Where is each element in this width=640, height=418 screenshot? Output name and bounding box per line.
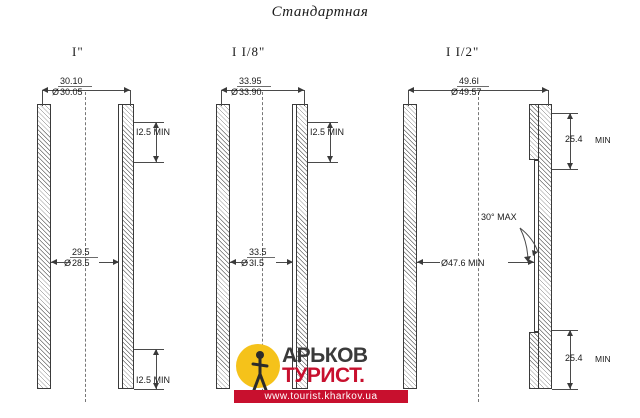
dim-arrow-mid-left-col1: [51, 259, 57, 265]
dim-bore-col3: Ø47.6 MIN: [441, 258, 485, 268]
dim-mid-upper-col2: 33.5: [249, 247, 267, 257]
dim-lower-len-col3: 25.4: [565, 353, 583, 363]
dim-arrow-top-left-col2: [221, 87, 227, 93]
dim-arrow-top-right-col3: [542, 87, 548, 93]
dim-mid-upper-col1: 29.5: [72, 247, 90, 257]
tube-wall-right-lower-flare-col3: [529, 332, 539, 389]
dim-lower-min-col1: I2.5 MIN: [136, 375, 171, 385]
dim-upper-len-note-col3: MIN: [595, 135, 611, 145]
dim-arrow-upper-len-top-col3: [567, 113, 573, 119]
dim-upper-min-col2: I2.5 MIN: [310, 127, 345, 137]
logo-line1: АРЬКОВ: [282, 344, 368, 367]
ext-line-upper-min-top-col2: [308, 122, 338, 123]
dim-lower-len-note-col3: MIN: [595, 354, 611, 364]
dim-arrow-top-left-col3: [408, 87, 414, 93]
ext-line-top-right-col3: [548, 90, 549, 106]
page-title: Стандартная: [271, 4, 369, 20]
dim-top-underline-col2: [237, 86, 271, 87]
ext-line-top-right-col1: [130, 90, 131, 106]
watermark-logo: [232, 342, 408, 410]
column-heading-1: I": [72, 44, 84, 59]
dim-top-underline-col3: [457, 86, 489, 87]
column-heading-2: I I/8": [232, 44, 266, 59]
dim-arrow-bore-left-col3: [417, 259, 423, 265]
ext-line-upper-len-bot-col3: [552, 169, 578, 170]
dim-arrow-top-right-col1: [124, 87, 130, 93]
dim-mid-lower-col2: 3I.5: [249, 258, 265, 268]
logo-url: www.tourist.kharkov.ua: [234, 390, 408, 403]
ext-line-lower-len-top-col3: [552, 330, 578, 331]
tube-wall-right-inner-col1: [118, 104, 123, 389]
ext-line-lower-min-bot-col1: [134, 389, 164, 390]
dim-arrow-upper-min-bot-col1: [153, 156, 159, 162]
column-heading-3: I I/2": [446, 44, 480, 59]
ext-line-top-right-col2: [304, 90, 305, 106]
ext-line-lower-len-bot-col3: [552, 389, 578, 390]
dim-top-lower-col2: 33.90: [239, 87, 262, 97]
dim-top-symbol-col3: Ø: [451, 87, 459, 97]
dim-arrow-bore-right-col3: [528, 259, 534, 265]
dim-top-symbol-col2: Ø: [231, 87, 239, 97]
ext-line-upper-min-top-col1: [134, 122, 164, 123]
tube-wall-right-col1: [122, 104, 134, 389]
ext-line-upper-len-top-col3: [552, 113, 578, 114]
dim-arrow-top-left-col1: [42, 87, 48, 93]
dim-mid-underline-col2: [247, 257, 275, 258]
dim-upper-min-col1: I2.5 MIN: [136, 127, 171, 137]
dim-arrow-lower-len-bot-col3: [567, 383, 573, 389]
dim-arrow-top-right-col2: [298, 87, 304, 93]
dim-arrow-lower-min-top-col1: [153, 349, 159, 355]
dim-upper-len-col3: 25.4: [565, 134, 583, 144]
dim-mid-symbol-col2: Ø: [241, 258, 249, 268]
tube-wall-right-upper-flare-col3: [529, 104, 539, 160]
dim-mid-underline-col1: [70, 257, 98, 258]
ext-line-upper-min-bot-col2: [308, 162, 338, 163]
angle-note-col3: 30° MAX: [481, 212, 517, 222]
dim-arrow-upper-len-bot-col3: [567, 163, 573, 169]
tube-wall-left-col1: [37, 104, 51, 389]
dim-mid-lower-col1: 28.5: [72, 258, 90, 268]
dim-arrow-mid-right-col1: [113, 259, 119, 265]
dim-arrow-mid-right-col2: [287, 259, 293, 265]
dim-arrow-mid-left-col2: [230, 259, 236, 265]
dim-top-upper-col1: 30.10: [60, 76, 83, 86]
dim-top-underline-col1: [58, 86, 92, 87]
dim-arrow-upper-min-bot-col2: [327, 156, 333, 162]
dim-top-symbol-col1: Ø: [52, 87, 60, 97]
dim-top-lower-col3: 49.57: [459, 87, 482, 97]
ext-line-lower-min-top-col1: [134, 349, 164, 350]
dim-top-upper-col2: 33.95: [239, 76, 262, 86]
tube-wall-left-col2: [216, 104, 230, 389]
dim-top-lower-col1: 30.05: [60, 87, 83, 97]
dim-arrow-lower-len-top-col3: [567, 330, 573, 336]
hiker-icon: [250, 350, 270, 392]
dim-mid-symbol-col1: Ø: [64, 258, 72, 268]
logo-line2: ТУРИСТ.: [282, 364, 365, 387]
dim-top-upper-col3: 49.6I: [459, 76, 480, 86]
ext-line-upper-min-bot-col1: [134, 162, 164, 163]
